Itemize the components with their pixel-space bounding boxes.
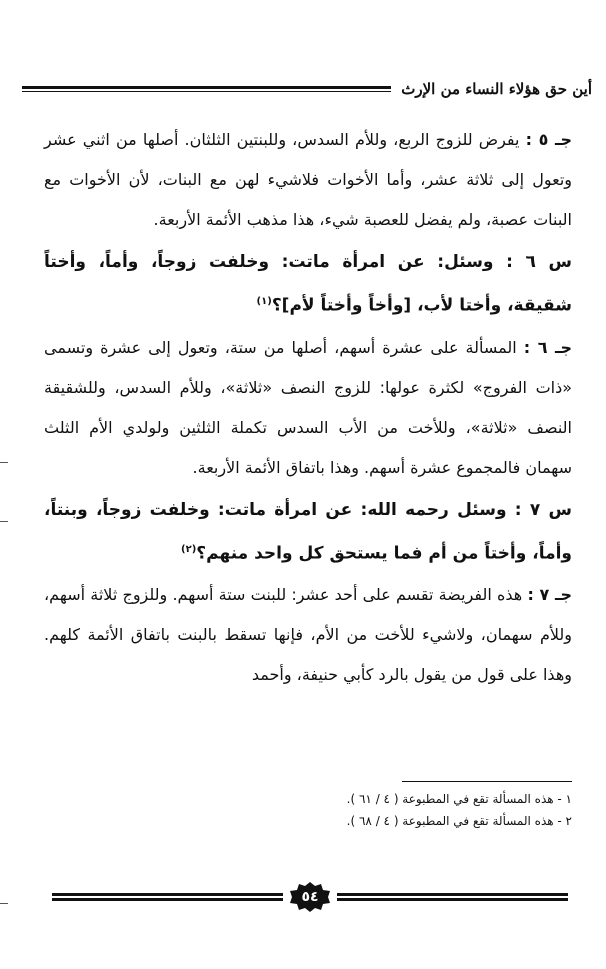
answer-7 xyxy=(44,575,572,695)
footer-rule-right xyxy=(337,893,568,901)
footer-rule-left xyxy=(52,893,283,901)
question-6 xyxy=(44,242,572,326)
footnote-1: ١ - هذه المسألة تقع في المطبوعة ( ٤ / ٦١ ). xyxy=(346,792,572,806)
page-footer xyxy=(52,880,568,914)
answer-6-text: المسألة على عشرة أسهم، أصلها من ستة، وتعول إلى عشرة وتسمى «ذات الفروج» لكثرة عولها: للزوج النصف «ثلاثة»، وللأم السدس، وللشقيقة النصف «ثلاثة»، وللأخت من الأب السدس تكملة الثلثين ولولدي الأم الثلث سهمان فالمجموع عشرة أسهم. وهذا باتفاق الأئمة الأربعة. xyxy=(44,337,572,477)
question-7 xyxy=(44,490,572,574)
question-7-text: وسئل رحمه الله: عن امرأة ماتت: وخلفت زوجاً، وبنتاً، وأماً، وأختاً من أم فما يستحق كل واحد منهم؟ xyxy=(44,499,572,564)
answer-5-label: جـ ٥ : xyxy=(525,130,573,149)
body-text xyxy=(44,120,572,695)
answer-6-label: جـ ٦ : xyxy=(523,337,573,357)
footnote-rule xyxy=(402,781,572,782)
page-number-badge xyxy=(287,882,333,912)
footnote-ref-1[interactable]: (١) xyxy=(256,296,272,307)
running-header xyxy=(22,72,592,106)
question-6-label: س ٦ : xyxy=(506,252,572,272)
header-rule xyxy=(22,86,391,92)
answer-7-text: هذه الفريضة تقسم على أحد عشر: للبنت ستة أسهم. وللزوج ثلاثة أسهم، وللأم سهمان، ولاشيء للأخت من الأم، فإنها تسقط بالبنت باتفاق الأئمة كلهم. وهذا على قول من يقول بالرد كأبي حنيفة، وأحمد xyxy=(44,585,572,685)
answer-6 xyxy=(44,328,572,488)
footnotes xyxy=(192,788,572,832)
scan-edge-mark xyxy=(0,903,8,904)
running-title: أين حق هؤلاء النساء من الإرث xyxy=(401,80,592,98)
question-6-text: وسئل: عن امرأة ماتت: وخلفت زوجاً، وأماً، وأختاً شقيقة، وأختا لأب، [وأخاً وأختاً لأم]؟ xyxy=(44,252,572,316)
scan-edge-mark xyxy=(0,521,8,522)
question-7-label: س ٧ : xyxy=(514,499,573,520)
footnote-2: ٢ - هذه المسألة تقع في المطبوعة ( ٤ / ٦٨ ). xyxy=(346,814,572,828)
answer-7-label: جـ ٧ : xyxy=(527,585,573,605)
page-number: ٥٤ xyxy=(301,889,319,905)
answer-5-text: يفرض للزوج الربع، وللأم السدس، وللبنتين الثلثان. أصلها من اثني عشر وتعول إلى ثلاثة عشر، وأما الأخوات فلاشيء لهن مع البنات، لأن الأخوات مع البنات عصبة، ولم يفضل للعصبة شيء، هذا مذهب الأئمة الأربعة. xyxy=(44,130,572,229)
scan-edge-mark xyxy=(0,462,8,463)
answer-5 xyxy=(44,120,572,240)
footnote-ref-2[interactable]: (٢) xyxy=(181,543,197,555)
